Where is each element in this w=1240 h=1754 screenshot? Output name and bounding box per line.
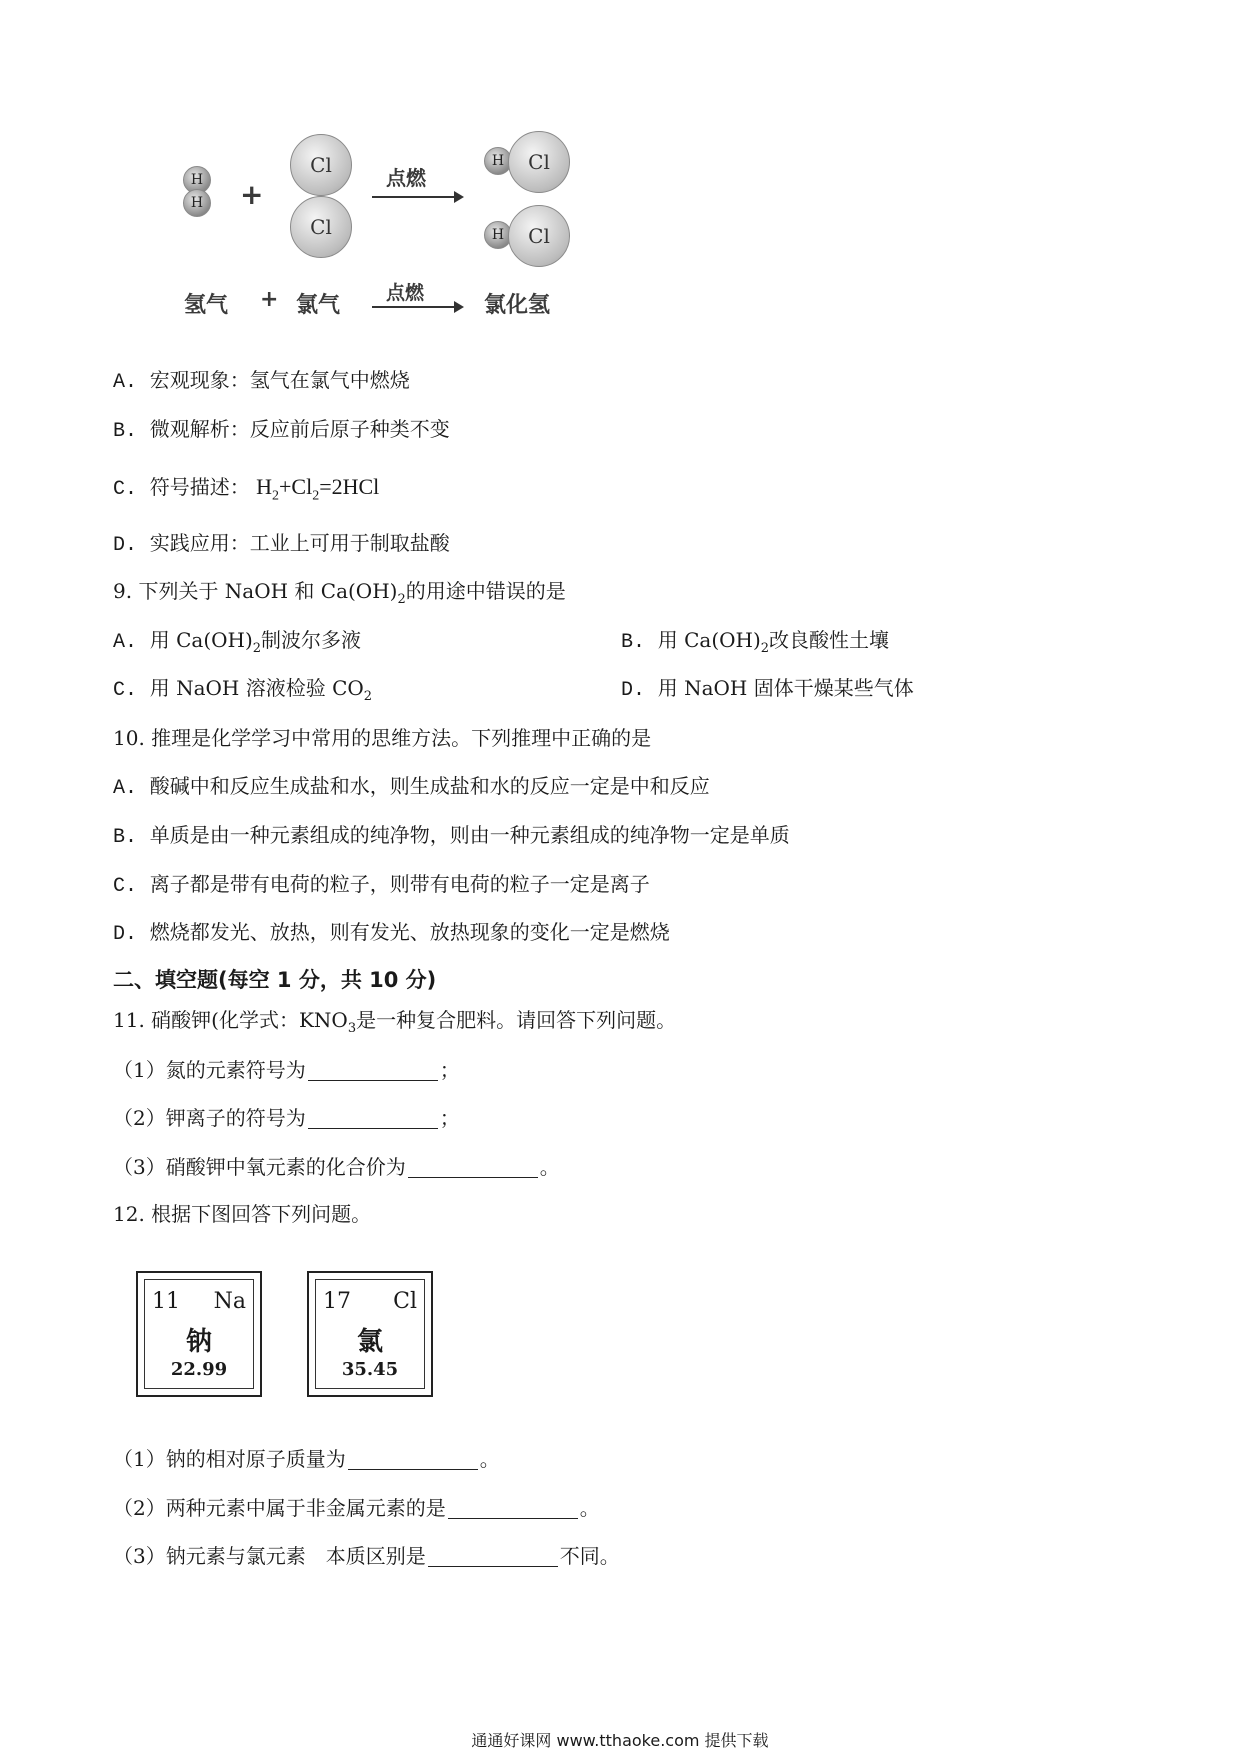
element-symbol: Cl <box>393 1289 417 1314</box>
page-footer: 通通好课网 www.tthaoke.com 提供下载 <box>471 1731 769 1750</box>
q8-option-a: A. 宏观现象：氢气在氯气中燃烧 <box>113 368 410 394</box>
answer-blank[interactable] <box>308 1060 438 1081</box>
equation-h2-cl2: $H_2+Cl_2=2HCl$ <box>256 474 380 504</box>
answer-blank[interactable] <box>428 1546 558 1567</box>
q8-option-d: D. 实践应用：工业上可用于制取盐酸 <box>113 531 450 557</box>
atomic-number: 17 <box>323 1289 351 1314</box>
q12-part-3: （3）钠元素与氯元素 本质区别是 不同。 <box>113 1544 620 1568</box>
q12-stem: 12. 根据下图回答下列问题。 <box>113 1202 372 1226</box>
q11-part-3: （3）硝酸钾中氧元素的化合价为 。 <box>113 1155 560 1179</box>
q10-option-b: B. 单质是由一种元素组成的纯净物，则由一种元素组成的纯净物一定是单质 <box>113 823 790 849</box>
word-plus: + <box>260 287 279 312</box>
chlorine-atom-icon: Cl <box>508 205 570 267</box>
reaction-arrow-icon <box>372 196 462 198</box>
hydrogen-atom-icon: H <box>484 221 512 249</box>
q10-option-c: C. 离子都是带有电荷的粒子，则带有电荷的粒子一定是离子 <box>113 872 650 898</box>
diagram-plus: + <box>240 178 264 211</box>
q9-option-b: B. 用 $Ca(OH)_2$改良酸性土壤 <box>621 628 890 656</box>
q11-part-1: （1）氮的元素符号为 ； <box>113 1058 460 1082</box>
chlorine-atom-icon: Cl <box>508 131 570 193</box>
q10-stem: 10. 推理是化学学习中常用的思维方法。下列推理中正确的是 <box>113 726 652 750</box>
hydrogen-atom-icon: H <box>484 147 512 175</box>
q8-option-b: B. 微观解析：反应前后原子种类不变 <box>113 417 450 443</box>
word-reactant-2: 氯气 <box>296 293 341 318</box>
q9-stem: 9. 下列关于 NaOH 和 $Ca(OH)_2$的用途中错误的是 <box>113 579 566 607</box>
q12-part-1: （1）钠的相对原子质量为 。 <box>113 1447 500 1471</box>
answer-blank[interactable] <box>308 1108 438 1129</box>
hydrogen-atom-icon: H <box>183 189 211 217</box>
answer-blank[interactable] <box>448 1498 578 1519</box>
word-reactant-1: 氢气 <box>184 293 229 318</box>
diagram-condition: 点燃 <box>386 166 426 190</box>
answer-blank[interactable] <box>408 1157 538 1178</box>
chlorine-atom-icon: Cl <box>290 196 352 258</box>
q11-part-2: （2）钾离子的符号为 ； <box>113 1106 460 1130</box>
word-condition: 点燃 <box>386 282 425 304</box>
element-card-chlorine <box>307 1271 433 1397</box>
word-arrow-icon <box>372 306 462 308</box>
word-product: 氯化氢 <box>484 293 551 318</box>
element-name: 钠 <box>185 1327 212 1357</box>
q10-option-d: D. 燃烧都发光、放热，则有发光、放热现象的变化一定是燃烧 <box>113 920 670 946</box>
element-symbol: Na <box>213 1289 246 1314</box>
q9-option-d: D. 用 NaOH 固体干燥某些气体 <box>621 676 914 702</box>
q10-option-a: A. 酸碱中和反应生成盐和水，则生成盐和水的反应一定是中和反应 <box>113 774 710 800</box>
chlorine-atom-icon: Cl <box>290 134 352 196</box>
q9-option-c: C. 用 NaOH 溶液检验 $CO_2$ <box>113 676 373 704</box>
atomic-mass: 22.99 <box>170 1359 228 1380</box>
q8-option-c: C. 符号描述： $H_2+Cl_2=2HCl$ <box>113 474 380 504</box>
q9-option-a: A. 用 $Ca(OH)_2$制波尔多液 <box>113 628 362 656</box>
element-name: 氯 <box>356 1327 383 1357</box>
element-card-sodium <box>136 1271 262 1397</box>
atomic-number: 11 <box>152 1289 180 1314</box>
hydrogen-atom-icon: H <box>183 166 211 194</box>
q11-stem: 11. 硝酸钾(化学式：$KNO_3$是一种复合肥料。请回答下列问题。 <box>113 1008 677 1036</box>
atomic-mass: 35.45 <box>341 1359 399 1380</box>
answer-blank[interactable] <box>348 1449 478 1470</box>
section-heading: 二、填空题(每空 1 分，共 10 分) <box>113 968 437 992</box>
q12-part-2: （2）两种元素中属于非金属元素的是 。 <box>113 1496 600 1520</box>
